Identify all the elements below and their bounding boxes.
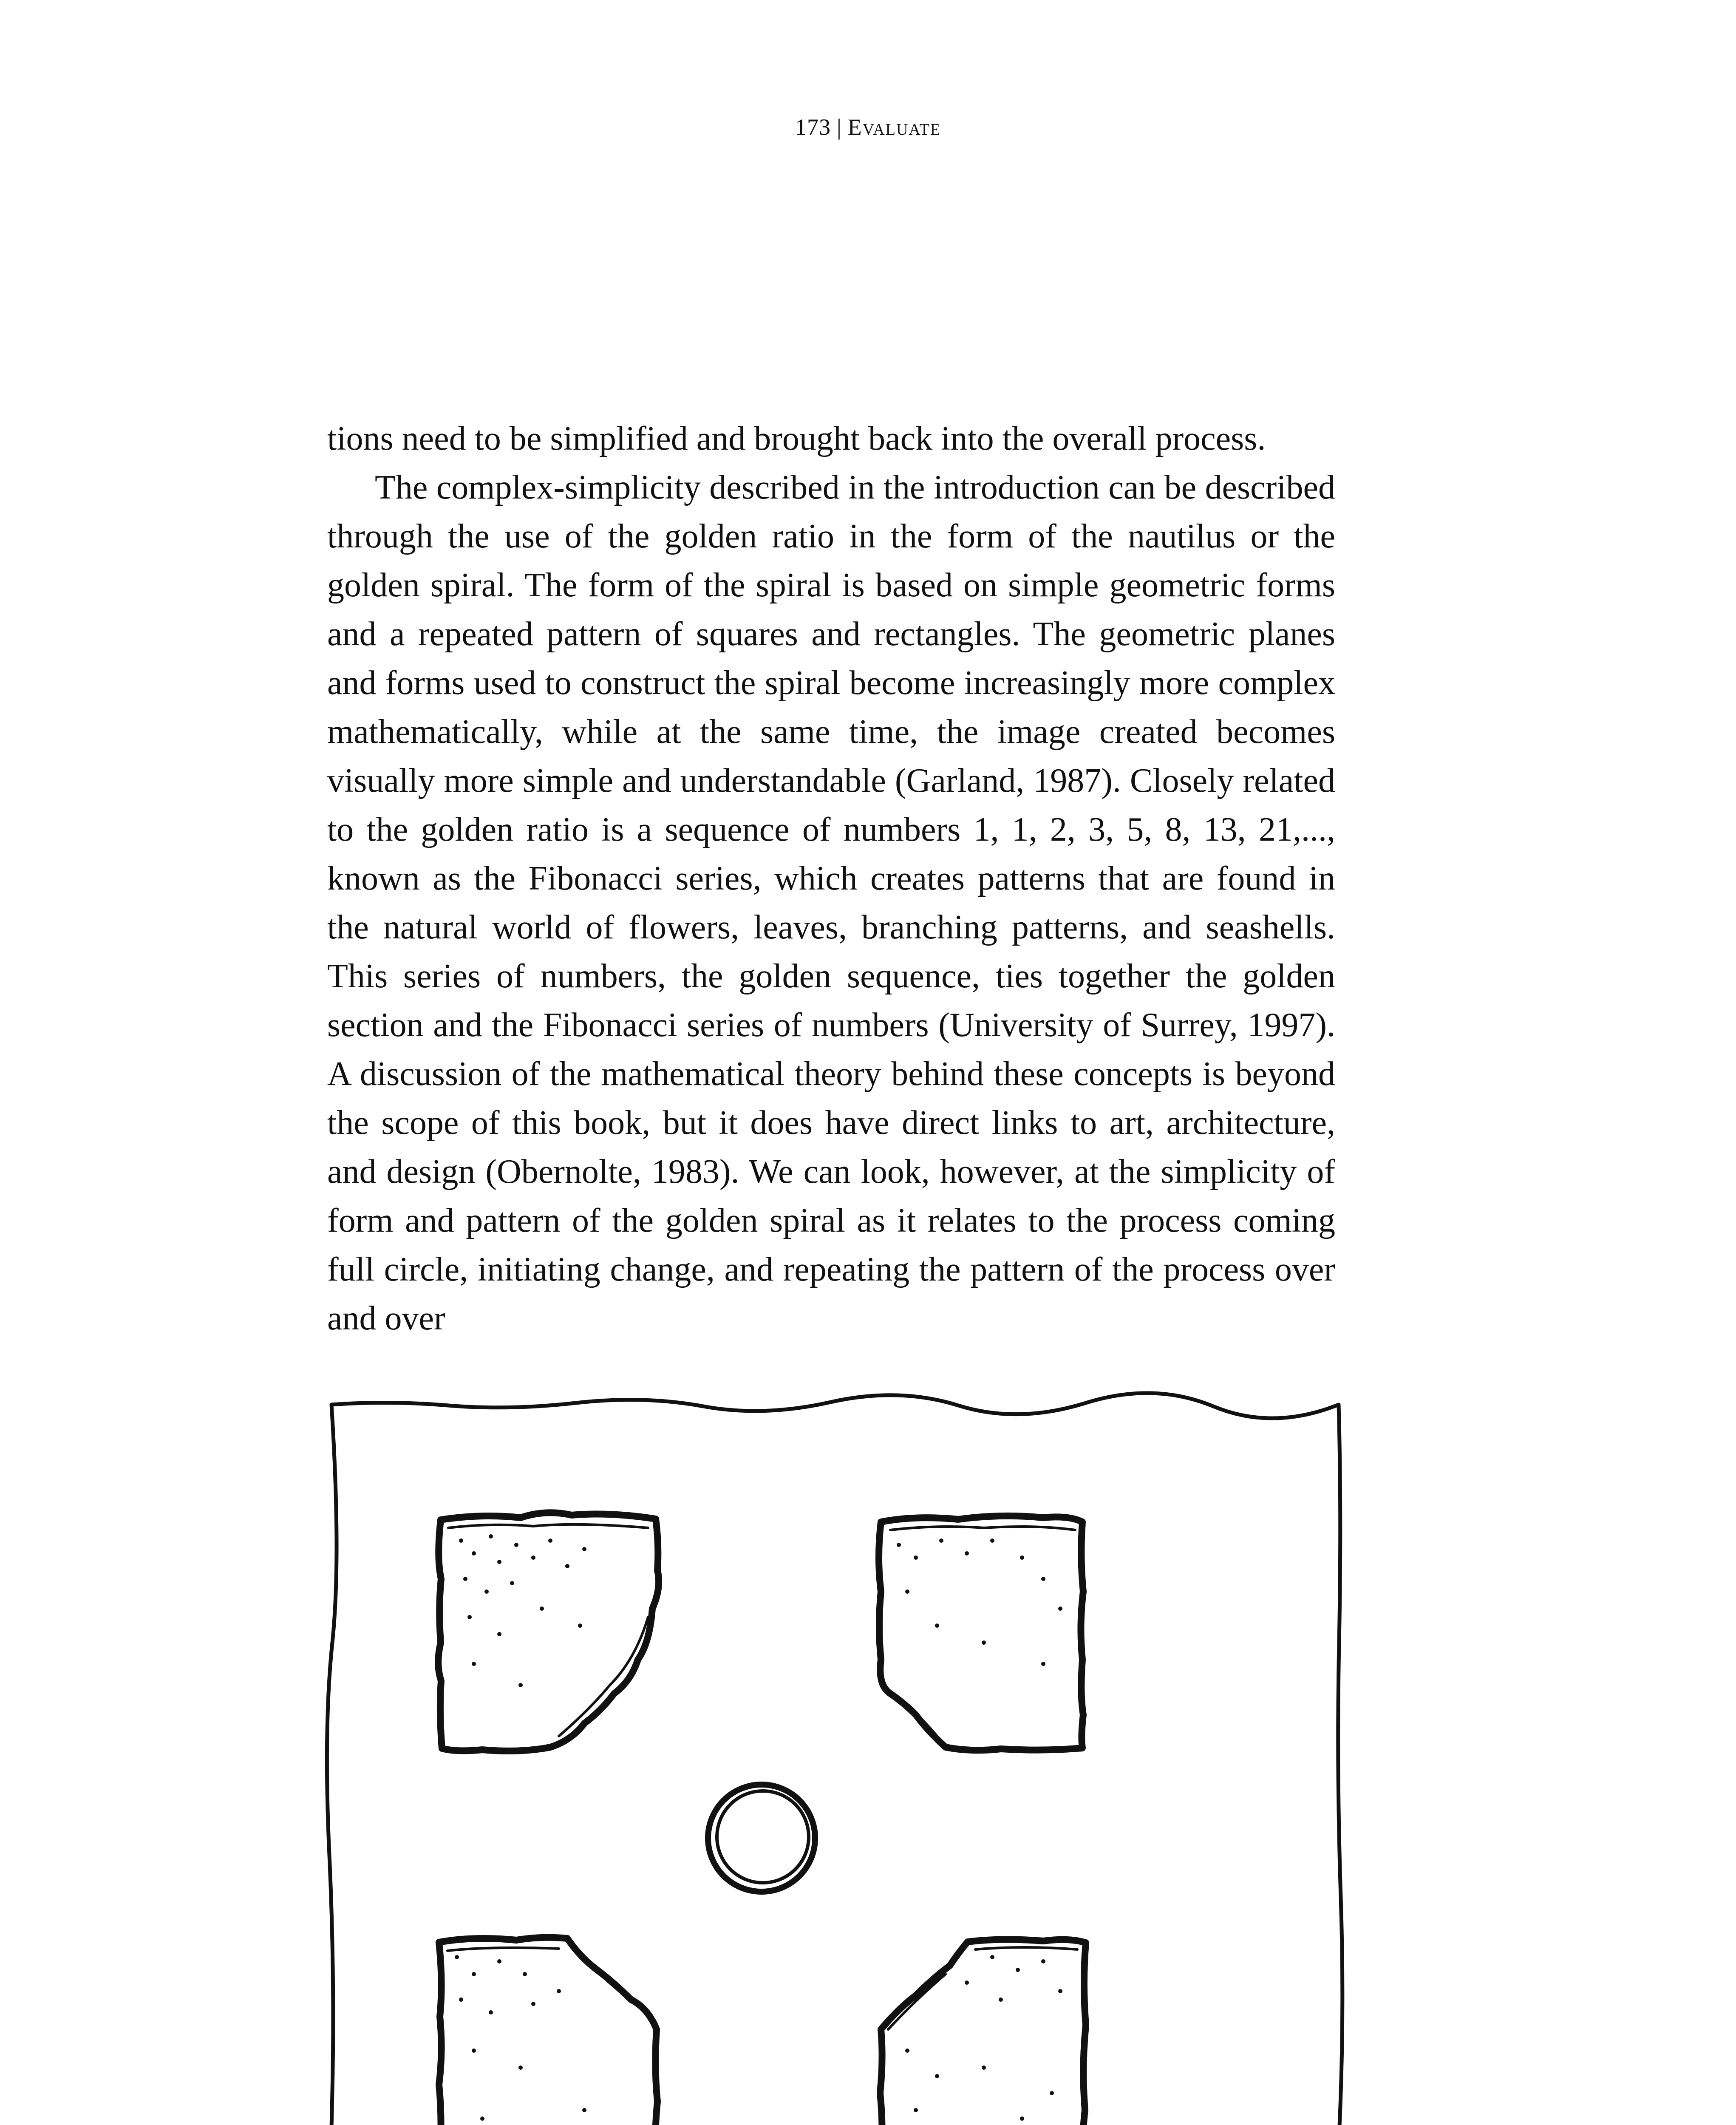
page-number: 173: [795, 114, 831, 140]
running-header: [0, 114, 1736, 140]
garden-border: [327, 1393, 1342, 2125]
center-circle: [708, 1785, 815, 1892]
header-separator: |: [836, 114, 842, 140]
garden-bed-top-right: [879, 1516, 1083, 1750]
paragraph-golden-spiral: The complex-simplicity described in the introduction can be described through the use of the golden ratio in the form of the nautilus or the golden spiral. The form of the spiral is based on simple geometric forms and a repeated pattern of squares and rectangles. The geometric planes and forms used to construct the spiral become increasingly more complex mathematically, while at the same time, the image created becomes visually more simple and understandable (Garland, 1987). Closely related to the golden ratio is a sequence of numbers 1, 1, 2, 3, 5, 8, 13, 21,..., known as the Fibonacci series, which creates patterns that are found in the natural world of flowers, leaves, branching patterns, and seashells. This series of numbers, the golden sequence, ties together the golden section and the Fibonacci series of numbers (University of Surrey, 1997). A discussion of the mathematical theory behind these concepts is beyond the scope of this book, but it does have direct links to art, architecture, and design (Obernolte, 1983). We can look, however, at the simplicity of form and pattern of the golden spiral as it relates to the process coming full circle, initiating change, and repeating the pattern of the process over and over: [327, 469, 1335, 1337]
garden-bed-top-left: [438, 1513, 659, 1751]
garden-bed-bottom-right: [880, 1939, 1086, 2125]
stipple-texture: [455, 1534, 1062, 2121]
garden-bed-bottom-left: [439, 1938, 657, 2125]
paragraph-continuation: tions need to be simplified and brought back into the overall process.: [327, 420, 1266, 457]
section-title: Evaluate: [847, 114, 941, 140]
garden-illustration: [321, 1388, 1349, 2125]
garden-drawing: [321, 1388, 1349, 2125]
body-text: [327, 414, 1335, 1343]
